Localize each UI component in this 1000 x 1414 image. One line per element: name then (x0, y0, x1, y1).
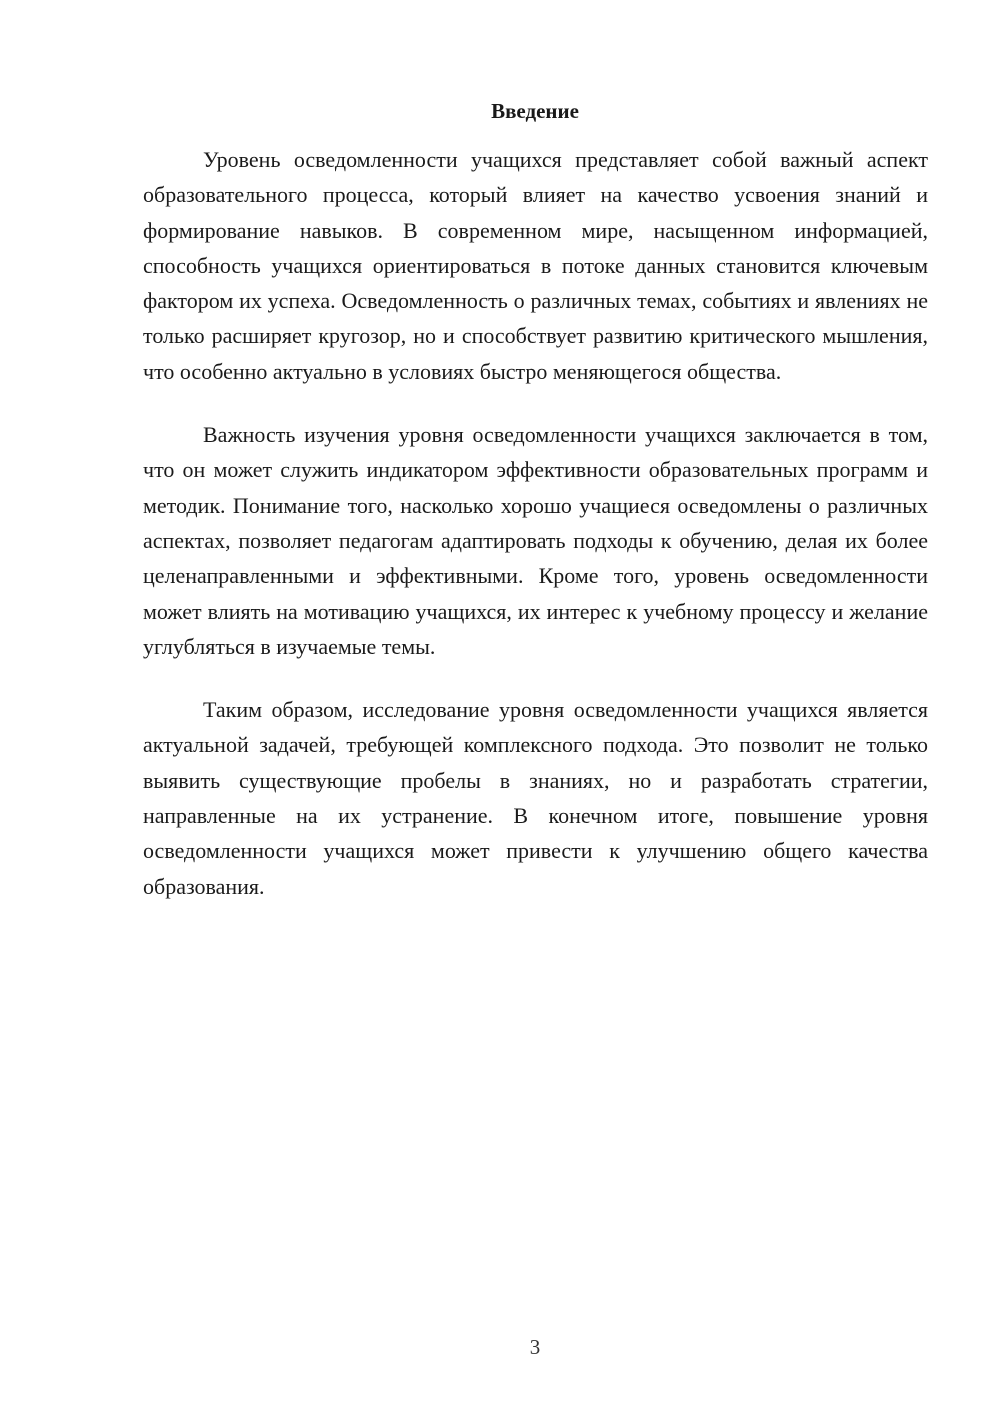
paragraph-2: Важность изучения уровня осведомленности учащихся заключается в том, что он может служить индикатором эффективности образовательных программ и методик. Понимание того, насколько хорошо учащиеся осведомлены о различных аспектах, позволяет педагогам адаптировать подходы к обучению, делая их более целенаправленными и эффективными. Кроме того, уровень осведомленности может влиять на мотивацию учащихся, их интерес к учебному процессу и желание углубляться в изучаемые темы. (143, 422, 928, 659)
body-text (143, 142, 928, 932)
section-heading: Введение (491, 99, 579, 123)
paragraph-3: Таким образом, исследование уровня осведомленности учащихся является актуальной задачей, требующей комплексного подхода. Это позволит не только выявить существующие пробелы в знаниях, но и разработать стратегии, направленные на их устранение. В конечном итоге, повышение уровня осведомленности учащихся может привести к улучшению общего качества образования. (143, 697, 928, 899)
page-number: 3 (529, 1335, 541, 1359)
paragraph-1: Уровень осведомленности учащихся представляет собой важный аспект образовательного процесса, который влияет на качество усвоения знаний и формирование навыков. В современном мире, насыщенном информацией, способность учащихся ориентироваться в потоке данных становится ключевым фактором их успеха. Осведомленность о различных темах, событиях и явлениях не только расширяет кругозор, но и способствует развитию критического мышления, что особенно актуально в условиях быстро меняющегося общества. (143, 147, 928, 384)
